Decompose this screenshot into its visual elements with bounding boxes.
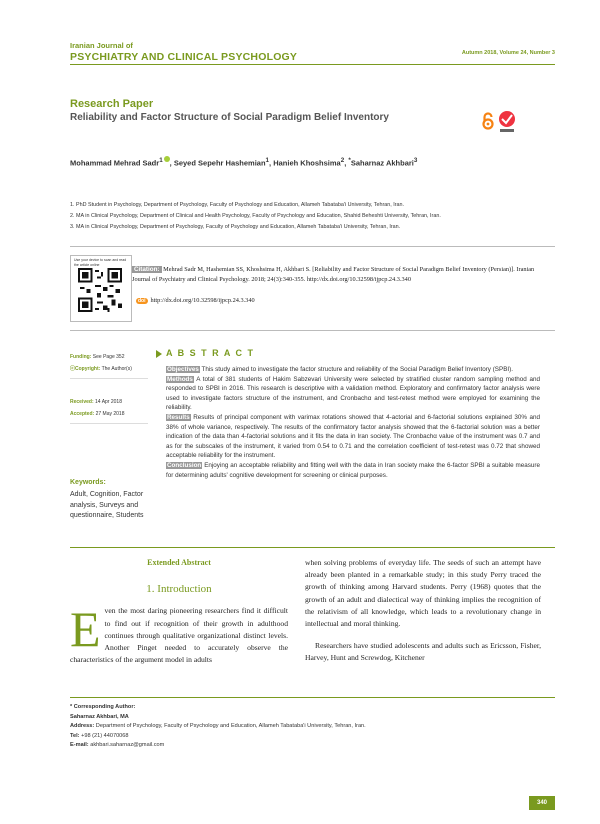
email-value[interactable]: akhbari.saharnaz@gmail.com bbox=[88, 742, 165, 748]
author-3-affil: 2 bbox=[340, 157, 345, 164]
accepted-value: 27 May 2018 bbox=[94, 411, 125, 417]
objectives-tag: Objectives bbox=[167, 366, 199, 373]
funding bbox=[70, 353, 124, 361]
author-2: , Seyed Sepehr Hashemian bbox=[169, 158, 266, 168]
author-1-affil: 1 bbox=[159, 157, 163, 164]
received-value: 14 Apr 2018 bbox=[93, 399, 122, 405]
qr-caption: Use your device to scan and read the article online bbox=[74, 258, 127, 267]
address-value: Department of Psychology, Faculty of Psychology and Education, Allameh Tabataba'i University, Tehran, Iran. bbox=[94, 723, 366, 729]
author-sep: , bbox=[344, 158, 349, 168]
received-date bbox=[70, 398, 122, 406]
methods-tag: Methods bbox=[167, 375, 193, 383]
paragraph-2: Researchers have studied adolescents and adults such as Ericsson, Fisher, Harvey, Hunt and Screwdog, Kitchener bbox=[305, 641, 541, 663]
body-column-2 bbox=[305, 557, 541, 665]
copyright-label: Copyright: bbox=[75, 366, 101, 372]
article-type-label: Research Paper bbox=[70, 98, 154, 110]
paragraph-1: when solving problems of everyday life. The seeds of such an attempt have already been planted in a remarkable study; in this study Perry traced the growth of thinking among Harvard students. Perry (1968) quotes that the growth of an adult and dialectical way of thinking implies the recognition of the relativism of all knowledge, which leads to a revolutionary change in intellectual and moral thinking. bbox=[305, 558, 541, 629]
article-title: Reliability and Factor Structure of Social Paradigm Belief Inventory bbox=[70, 112, 389, 123]
received-label: Received: bbox=[70, 399, 94, 405]
drop-cap: E bbox=[70, 601, 101, 658]
affiliations bbox=[70, 200, 540, 233]
author-4: Saharnaz Akhbari bbox=[350, 158, 414, 168]
abstract-body bbox=[166, 365, 540, 480]
methods-text: A total of 381 students of Hakim Sabzevari University were selected by stratified cluster random sampling method and responded to SPBI in 2016. This research is descriptive with a validation method. Exploratory and confirmatory factor analysis were used to investigate factors structure of the instrument, and Cronbachα and test-retest method were employed for examining the reliability. bbox=[166, 375, 540, 412]
corresponding-star: * bbox=[348, 157, 351, 164]
authors-line bbox=[70, 156, 417, 168]
issue-info: Autumn 2018, Volume 24, Number 3 bbox=[461, 50, 555, 56]
author-3: , Hanieh Khoshsima bbox=[269, 158, 341, 168]
introduction-heading: 1. Introduction bbox=[146, 583, 212, 596]
intro-text: ven the most daring pioneering researchers find it difficult to find out if recognition of their growth in adulthood continues through qualitative organizational distinct levels. Another Pinget needed to accurately observe the characteristics of the argument model in adults bbox=[70, 606, 288, 665]
accepted-date bbox=[70, 410, 125, 418]
affiliation-2: 2. MA in Clinical Psychology, Department of Clinical and Health Psychology, Faculty of Psychology and Education, Shahid Beheshti University, Tehran, Iran. bbox=[70, 213, 441, 219]
journal-name-line2: PSYCHIATRY AND CLINICAL PSYCHOLOGY bbox=[70, 51, 298, 63]
affiliation-1: 1. PhD Student in Psychology, Department of Psychology, Faculty of Psychology and Education, Allameh Tabataba'i University, Tehran, Iran. bbox=[70, 202, 405, 208]
citation-divider-top bbox=[70, 246, 555, 247]
journal-name-line1: Iranian Journal of bbox=[70, 41, 133, 50]
tel-line bbox=[70, 732, 540, 742]
body-column-1 bbox=[70, 557, 288, 666]
body-divider bbox=[70, 547, 555, 548]
copyright-icon: ⓒ bbox=[70, 366, 76, 372]
tel-label: Tel: bbox=[70, 732, 80, 739]
conclusion-text: Enjoying an acceptable reliability and fitting well with the data in Iran society make the 6-factor SPBI a suitable measure for determining adults' cognitive development for screening or clinical purposes. bbox=[166, 461, 540, 479]
footer-divider bbox=[70, 697, 555, 698]
corresponding-author-block bbox=[70, 703, 540, 751]
affiliation-3: 3. MA in Clinical Psychology, Department of Psychology, Faculty of Psychology and Education, Allameh Tabataba'i University, Tehran, Iran. bbox=[70, 224, 401, 230]
funding-value: See Page 352 bbox=[91, 354, 125, 360]
address-line bbox=[70, 722, 540, 732]
intro-paragraph bbox=[70, 601, 288, 666]
author-1: Mohammad Mehrad Sadr bbox=[70, 158, 160, 168]
objectives-text: This study aimed to investigate the factor structure and reliability of the Social Paradigm Belief Inventory (SPBI). bbox=[199, 366, 513, 373]
doi-line bbox=[136, 297, 255, 304]
abstract-divider-top bbox=[70, 330, 555, 331]
results-tag: Results bbox=[167, 413, 190, 421]
abstract-heading: A B S T R A C T bbox=[166, 348, 255, 358]
funding-label: Funding: bbox=[70, 354, 92, 360]
side-divider bbox=[70, 423, 148, 424]
corresponding-name: Saharnaz Akhbari, MA bbox=[70, 713, 129, 720]
citation-body: Mehrad Sadr M, Hashemian SS, Khoshsima H, Akhbari S. [Reliability and Factor Structure of Social Paradigm Belief Inventory (Persian)]. Iranian Journal of Psychiatry and Clinical Psychology. 2018; 24(3):340-355. http://dx.doi.org/10.32598/ijpcp.24.3.340 bbox=[132, 266, 535, 283]
qr-code-icon[interactable] bbox=[78, 268, 122, 312]
results-text: Results of principal component with varimax rotations showed that 4-actorial and 6-factorial solutions explained 30% and 38% of whole variance, respectively. The results of the confirmatory factor analysis showed that the 6-factorial solution was a better indication of the data than 4-factorial solutions and it fits the data in Iran society. The Cronbachα value of the instrument was 0.7 and as for the subscales of the instrument, it varied from 0.54 to 0.71 and the correlation coefficient of test-retest was 0.72 that showed acceptable reliability for the instrument. bbox=[166, 413, 540, 460]
accepted-label: Accepted: bbox=[70, 411, 95, 417]
author-4-affil: 3 bbox=[413, 157, 418, 164]
address-label: Address: bbox=[70, 723, 95, 729]
keywords-text: Adult, Cognition, Factor analysis, Surveys and questionnaire, Students bbox=[70, 491, 144, 519]
side-divider bbox=[70, 378, 148, 379]
open-access-icon bbox=[482, 112, 494, 130]
email-label: E-mail: bbox=[70, 742, 89, 748]
extended-abstract-heading: Extended Abstract bbox=[147, 558, 211, 567]
crossmark-icon[interactable] bbox=[497, 110, 517, 134]
header-divider bbox=[70, 64, 555, 65]
author-2-affil: 1 bbox=[265, 157, 270, 164]
email-line bbox=[70, 741, 540, 751]
doi-icon: doi bbox=[138, 298, 146, 304]
copyright-value: The Author(s) bbox=[100, 366, 132, 372]
citation-tag: Citation: bbox=[134, 266, 160, 273]
conclusion-tag: Conclusion bbox=[167, 461, 202, 469]
doi-link[interactable]: http://dx.doi.org/10.32598/ijpcp.24.3.340 bbox=[150, 297, 255, 304]
page-number: 340 bbox=[529, 796, 555, 810]
copyright bbox=[70, 365, 132, 373]
citation-text bbox=[132, 265, 540, 285]
corresponding-label: * Corresponding Author: bbox=[70, 704, 136, 710]
abstract-arrow-icon bbox=[156, 350, 162, 358]
keywords-title: Keywords: bbox=[70, 479, 106, 486]
tel-value: +98 (21) 44070068 bbox=[79, 732, 129, 739]
